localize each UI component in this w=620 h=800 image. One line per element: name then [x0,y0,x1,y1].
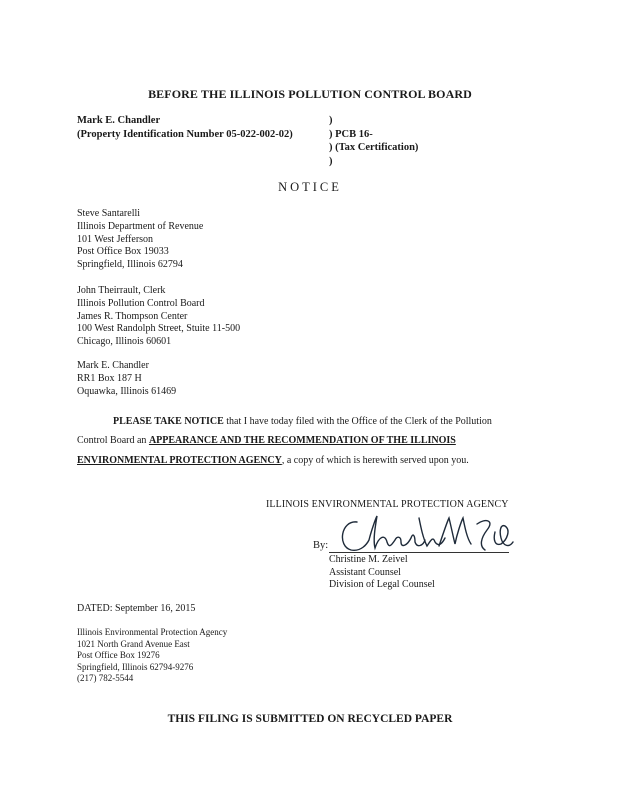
recipient-address [77,360,176,398]
signer-block [329,554,435,592]
address-line: Steve Santarelli [77,208,141,219]
recycled-paper-notice: THIS FILING IS SUBMITTED ON RECYCLED PAPER [167,713,453,725]
address-line: Illinois Pollution Control Board [77,297,205,309]
address-line: Post Office Box 19276 [77,650,160,660]
by-label: By: [313,540,329,551]
case-number: ) PCB 16- [329,128,373,140]
signing-agency: ILLINOIS ENVIRONMENTAL PROTECTION AGENCY [266,499,509,510]
notice-heading: NOTICE [278,180,342,194]
filed-document-title: APPEARANCE AND THE RECOMMENDATION OF THE ILLINOIS [148,435,456,446]
case-type: ) (Tax Certification) [329,142,419,153]
date-line: DATED: September 16, 2015 [77,603,196,614]
case-caption-parties [77,114,293,141]
address-line: RR1 Box 187 H [77,372,142,384]
address-line: 1021 North Grand Avenue East [77,638,190,649]
signature-line [329,552,509,553]
caption-paren: ) [329,115,333,126]
address-line: Illinois Environmental Protection Agency [77,627,228,637]
address-line: Springfield, Illinois 62794-9276 [77,661,194,672]
notice-lead: PLEASE TAKE NOTICE [113,416,224,427]
case-caption-number [329,114,418,168]
address-line: Mark E. Chandler [77,360,149,371]
signer-title: Assistant Counsel [329,566,401,578]
address-line: 101 West Jefferson [77,233,154,245]
notice-text: that I have today filed with the Office of the Clerk of the Pollution [223,416,492,427]
address-line: John Theirrault, Clerk [77,285,166,296]
recipient-address [77,208,203,272]
signer-name: Christine M. Zeivel [329,554,408,565]
address-line: Illinois Department of Revenue [77,220,204,232]
signer-division: Division of Legal Counsel [329,579,435,590]
petitioner-name: Mark E. Chandler [77,115,161,126]
address-line: Springfield, Illinois 62794 [77,259,183,271]
phone-number: (217) 782-5544 [77,673,134,683]
address-line: Post Office Box 19033 [77,246,169,258]
document-title: BEFORE THE ILLINOIS POLLUTION CONTROL BOARD [148,87,472,101]
address-line: James R. Thompson Center [77,310,188,322]
handwritten-signature [335,510,515,556]
address-line: 100 West Randolph Street, Stuite 11-500 [77,323,241,335]
filed-document-title-cont: ENVIRONMENTAL PROTECTION AGENCY [77,455,282,466]
address-line: Oquawka, Illinois 61469 [77,385,177,397]
notice-body-line-2 [77,435,456,447]
notice-text: Control Board an [77,435,149,446]
notice-body-line-3 [77,455,469,467]
agency-address [77,627,227,685]
recipient-address [77,285,240,349]
caption-paren: ) [329,155,333,167]
property-id: (Property Identification Number 05-022-002-02) [77,128,293,140]
address-line: Chicago, Illinois 60601 [77,336,172,348]
notice-body-line-1 [113,416,492,428]
notice-text: , a copy of which is herewith served upon you. [281,455,469,466]
